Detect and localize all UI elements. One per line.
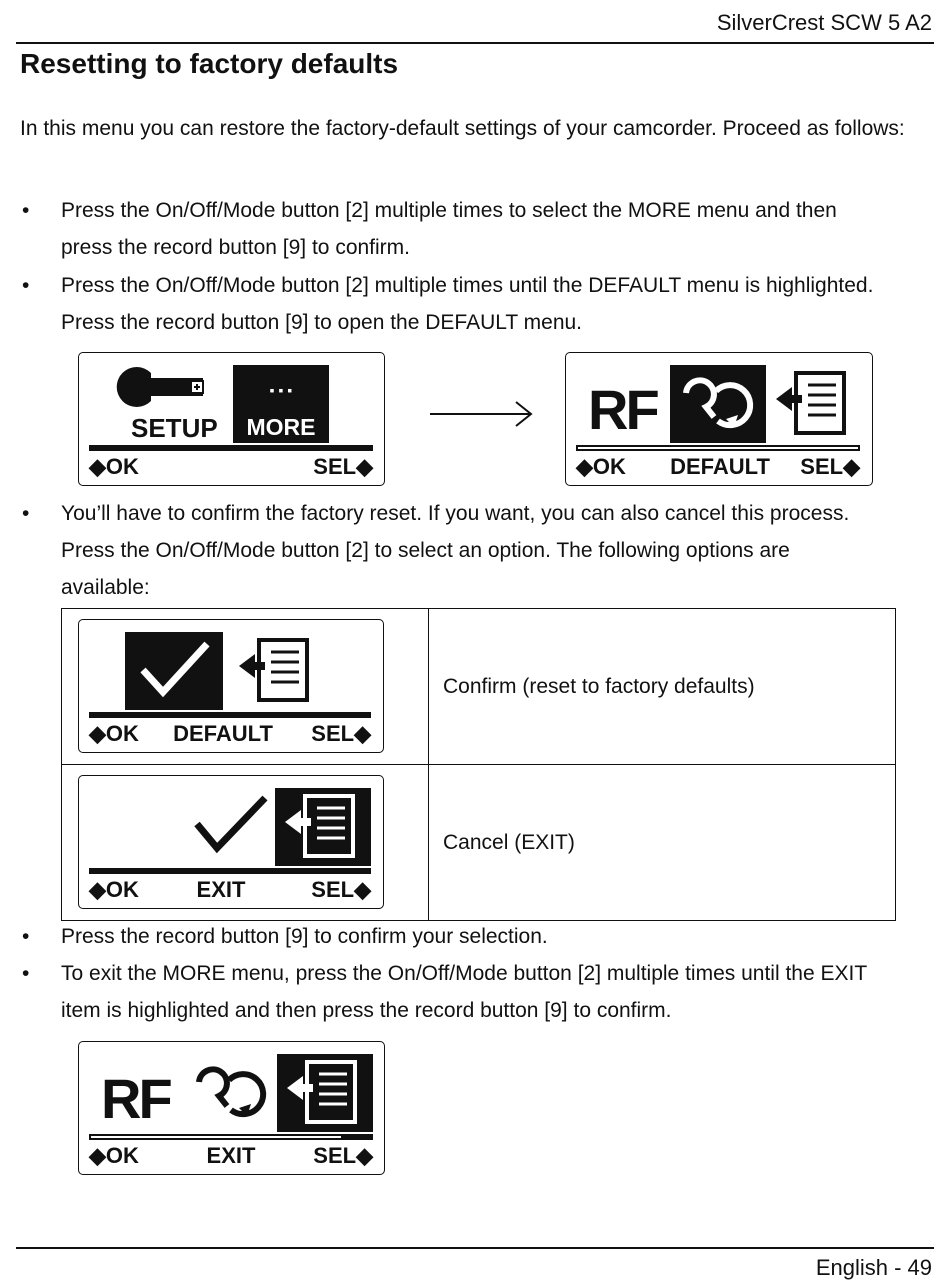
lcd-setup-more-screen [78,352,385,486]
ok-softkey-label: ◆OK [576,454,626,479]
option-description: Confirm (reset to factory defaults) [429,609,896,765]
sel-softkey-label: SEL◆ [313,1143,373,1168]
lcd-exit-screen [78,1041,385,1175]
bullet-marker: • [22,962,30,985]
option-description: Cancel (EXIT) [429,765,896,921]
bullet-line: To exit the MORE menu, press the On/Off/Mode button [2] multiple times until the EXIT [61,962,868,985]
exit-label: EXIT [206,1143,256,1168]
bullet-line: Press the record button [9] to open the DEFAULT menu. [61,311,583,334]
bullet-line: Press the record button [9] to confirm your selection. [61,925,548,948]
more-dots-icon: ▪ ▪ ▪ [269,382,293,398]
ok-softkey-label: ◆OK [89,877,139,902]
bullet-marker: • [22,925,30,948]
page-number: English - 49 [815,1255,932,1280]
bullet-line: available: [61,576,150,599]
lcd-confirm-screen [78,619,384,753]
bullet-item [20,495,930,606]
exit-list-icon [239,640,307,700]
lcd-exit-option-screen [78,775,384,909]
header-divider [16,42,934,44]
default-label: DEFAULT [173,721,273,746]
rf-label: RF [588,378,657,441]
option-icon-cell [62,765,429,921]
default-label: DEFAULT [670,454,770,479]
bullet-line: Press the On/Off/Mode button [2] multiple times to select the MORE menu and then [61,199,837,222]
bullet-line: item is highlighted and then press the record button [9] to confirm. [61,999,672,1022]
sel-softkey-label: SEL◆ [313,454,373,479]
bullet-line: press the record button [9] to confirm. [61,236,411,259]
bullet-marker: • [22,274,30,297]
intro-paragraph: In this menu you can restore the factory-default settings of your camcorder. Proceed as follows: [20,117,905,140]
sel-softkey-label: SEL◆ [311,877,371,902]
reset-arrow-icon [199,1069,263,1116]
bullet-marker: • [22,502,30,525]
option-icon-cell [62,609,429,765]
bullet-marker: • [22,199,30,222]
exit-label: EXIT [196,877,246,902]
section-heading: Resetting to factory defaults [20,48,399,79]
bullet-line: Press the On/Off/Mode button [2] to select an option. The following options are [61,539,790,562]
checkmark-icon [197,798,265,848]
setup-label: SETUP [131,413,218,443]
lcd-default-screen [565,352,873,486]
bullet-item [20,267,930,341]
document-title: SilverCrest SCW 5 A2 [716,10,932,35]
bullet-item [20,192,930,266]
ok-softkey-label: ◆OK [89,721,139,746]
footer-divider [16,1247,934,1249]
ok-softkey-label: ◆OK [89,1143,139,1168]
wrench-key-icon [117,367,203,407]
sel-softkey-label: SEL◆ [311,721,371,746]
bullet-item [20,918,930,955]
table-row [62,609,896,765]
rf-label: RF [101,1067,170,1130]
sel-softkey-label: SEL◆ [800,454,860,479]
bullet-line: You’ll have to confirm the factory reset. If you want, you can also cancel this process. [61,502,850,525]
bullet-item [20,955,930,1029]
right-arrow-icon [428,398,536,430]
options-table [61,608,896,921]
more-label: MORE [246,414,316,440]
ok-softkey-label: ◆OK [89,454,139,479]
table-row [62,765,896,921]
bullet-line: Press the On/Off/Mode button [2] multiple times until the DEFAULT menu is highlighted. [61,274,874,297]
exit-list-icon [776,373,844,433]
